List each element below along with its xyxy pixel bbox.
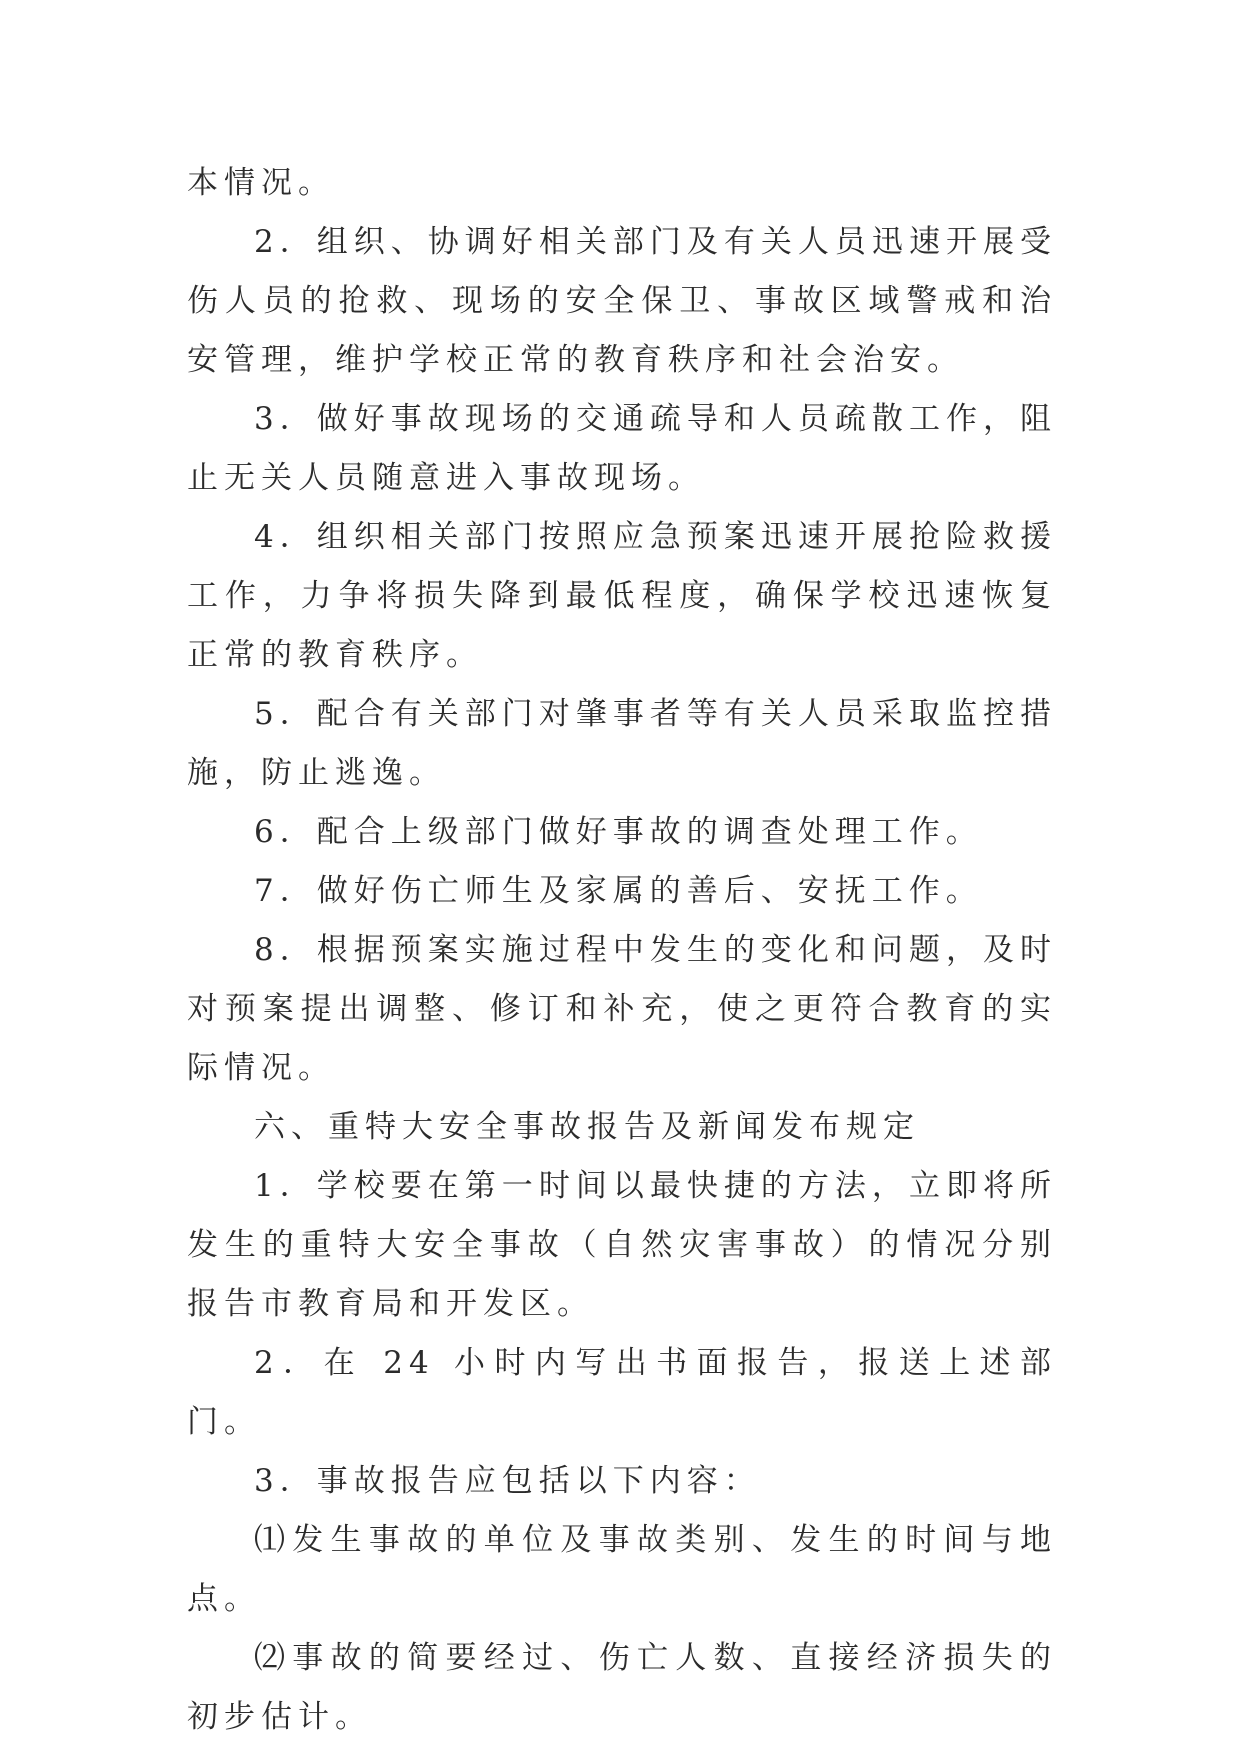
document-body [187,154,1057,1747]
paragraph: 8．根据预案实施过程中发生的变化和问题，及时对预案提出调整、修订和补充，使之更符合教育的实际情况。 [187,932,1057,1086]
paragraph: 1．学校要在第一时间以最快捷的方法，立即将所发生的重特大安全事故（自然灾害事故）的情况分别报告市教育局和开发区。 [187,1168,1057,1322]
paragraph: ⑴发生事故的单位及事故类别、发生的时间与地点。 [187,1522,1057,1617]
section-heading: 六、重特大安全事故报告及新闻发布规定 [254,1109,920,1145]
paragraph: 2．组织、协调好相关部门及有关人员迅速开展受伤人员的抢救、现场的安全保卫、事故区域警戒和治安管理，维护学校正常的教育秩序和社会治安。 [187,224,1057,378]
paragraph: ⑵事故的简要经过、伤亡人数、直接经济损失的初步估计。 [187,1640,1057,1735]
paragraph: 4．组织相关部门按照应急预案迅速开展抢险救援工作，力争将损失降到最低程度，确保学校迅速恢复正常的教育秩序。 [187,519,1057,673]
paragraph: 3．做好事故现场的交通疏导和人员疏散工作，阻止无关人员随意进入事故现场。 [187,401,1057,496]
paragraph: 3．事故报告应包括以下内容： [254,1463,761,1499]
paragraph: 6．配合上级部门做好事故的调查处理工作。 [254,814,983,850]
paragraph: 2．在 24 小时内写出书面报告，报送上述部门。 [187,1345,1057,1440]
paragraph: 7．做好伤亡师生及家属的善后、安抚工作。 [254,873,983,909]
paragraph: 5．配合有关部门对肇事者等有关人员采取监控措施，防止逃逸。 [187,696,1057,791]
paragraph: 本情况。 [187,165,335,201]
